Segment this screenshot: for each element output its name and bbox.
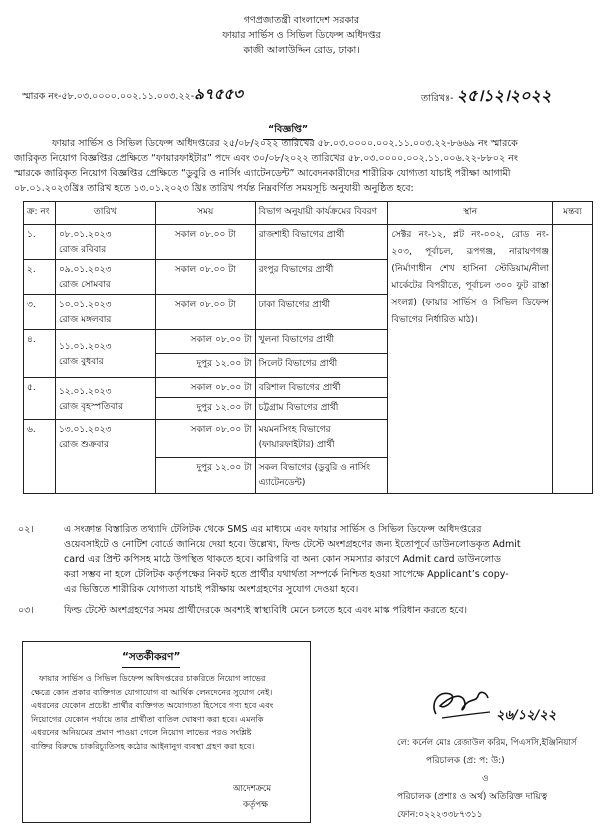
row-time: সকাল ০৮.০০ টা [155,378,255,398]
row-serial: ২. [24,260,56,295]
signatory-name: লে: কর্নেল মোঃ রেজাউল করিম, পিএসসি,ইঞ্জিনিয়ার্স [397,738,577,748]
row-venue: সেক্টর নং-১২, প্লট নং-০০২, রোড নং- ২০৩, পূর্বাচল, রূপগঞ্জ, নারায়ণগঞ্জ (নির্মাণাধীন শেখ হাসিনা স্টেডিয়াম/নীলা মার্কেটের বিপরীতে, পূর্বাচল ৩০০ ফুট রাস্তা সংলগ্ন) (ফায়ার সার্ভিস ও সিভিল ডিফেন্স বিভাগের নির্ধারিত মাঠ)। [388,225,553,494]
signature-scribble [428,684,498,726]
col-header-remarks: মন্তব্য [553,202,593,225]
row-date: ০৯.০১.২০২৩ রোজ সোমবার [55,260,155,295]
intro-paragraph [14,136,599,196]
point-paragraph [64,522,596,597]
row-description: সিলেট বিভাগের প্রার্থী [255,354,388,378]
point-line: এর ভিত্তিতে শারীরিক যোগ্যতা যাচাই পরীক্ষায় অংশগ্রহণের সুযোগ দেওয়া হবে। [64,584,359,595]
row-time: সকাল ০৮.০০ টা [155,225,255,260]
row-serial: ৫. [24,378,56,420]
row-serial: ১. [24,225,56,260]
signatory-and: ও [482,774,489,784]
row-description: ময়মনসিংহ বিভাগের (ফায়ারফাইটার) প্রার্থী [255,420,388,458]
row-date: ১৩.০১.২০২৩ রোজ শুক্রবার [55,420,155,494]
memo-date-label: তারিখঃ- [421,93,454,104]
warning-title: “সতর্কীকরণ” [122,650,180,668]
intro-line: ০৮.০১.২০২৩খ্রিঃ তারিখ হতে ১৩.০১.২০২৩ খ্রিঃ তারিখ পর্যন্ত নিম্নবর্ণিত সময়সূচি অনুযায়ী অনুষ্ঠিত হবে: [14,183,414,194]
notice-title: “বিজ্ঞপ্তি” [263,122,313,140]
warning-line: এধরনের অনিয়মের প্রমাণ পাওয়া গেলে নিয়োগ লাভের পরও সংশ্লিষ্ট [31,727,252,737]
row-date: ১২.০১.২০২৩ রোজ বৃহস্পতিবার [55,378,155,420]
col-header-venue: স্থান [388,202,553,225]
col-header-time: সময় [155,202,255,225]
row-time: সকাল ০৮.০০ টা [155,260,255,295]
warning-line: নিয়োগের যেকোন পর্যায়ে তার প্রার্থীতা বাতিল ঘোষণা করা হবে। এমনকি [31,713,264,724]
memo-handwritten-date: ২৫।১২।২০২২ [456,86,552,105]
warning-line: ফায়ার সার্ভিস ও সিভিল ডিফেন্স অধিদপ্তরের চাকরিতে নিয়োগ লাভের [39,673,266,683]
warning-order: আদেশক্রমে [233,784,272,794]
intro-line: জারিকৃত নিয়োগ বিজ্ঞপ্তির প্রেক্ষিতে “ফায়ারফাইটার” পদে এবং ৩০/০৮/২০২২ তারিখের ৫৮.০৩.০০০০.০০২.১১.০০৬.২২-৮৮০২ নং [14,153,518,164]
row-date: ০৮.০১.২০২৩ রোজ রবিবার [55,225,155,260]
row-description: রংপুর বিভাগের প্রার্থী [255,260,388,295]
row-serial: ৩. [24,295,56,330]
row-description: রাজশাহী বিভাগের প্রার্থী [255,225,388,260]
col-header-date: তারিখ [55,202,155,225]
row-time: সকাল ০৮.০০ টা [155,330,255,354]
row-description: ঢাকা বিভাগের প্রার্থী [255,295,388,330]
point-line: এ সংক্রান্ত বিস্তারিত তথ্যাদি টেলিটক থেকে SMS এর মাধ্যমে এবং ফায়ার সার্ভিস ও সিভিল ডিফেন্স অধিদপ্তরের [64,524,482,535]
header-department: ফায়ার সার্ভিস ও সিভিল ডিফেন্স অধিদপ্তর [222,30,381,41]
intro-line: স্মারকে জারিকৃত নিয়োগ বিজ্ঞপ্তির প্রেক্ষিতে “ডুবুরি ও নার্সিং এ্যাটেনডেন্ট” আবেদনকারীদের শারীরিক যোগ্যতা যাচাই পরীক্ষা আগামী [14,168,511,179]
memo-date [421,83,551,110]
row-description: খুলনা বিভাগের প্রার্থী [255,330,388,354]
point-line: ওয়েবসাইটে ও নোটিশ বোর্ডে জানিয়ে দেয়া হবে। উল্লেখ্য, ফিল্ড টেস্টে অংশগ্রহণের জন্য ইতোপূর্বে ডাউনলোডকৃত Admit [64,539,521,550]
schedule-table [23,201,593,494]
memo-prefix: স্মারক নং-৫৮.০৩.০০০০.০০২.১১.০০৩.২২- [22,91,195,102]
row-description: চট্টগ্রাম বিভাগের প্রার্থী [255,398,388,420]
signatory-designation: পরিচালক (প্র: প: উ:) [426,756,505,766]
warning-box [22,641,311,823]
point-number: ০২। [18,524,34,535]
memo-number [22,83,243,108]
point-number: ০৩। [18,605,34,616]
header-ministry: গণপ্রজাতন্ত্রী বাংলাদেশ সরকার [243,15,360,26]
header-address: কাজী আলাউদ্দিন রোড, ঢাকা। [243,45,360,56]
row-time: দুপুর ১২.০০ টা [155,398,255,420]
table-row [24,225,593,260]
row-time: সকাল ০৮.০০ টা [155,295,255,330]
warning-line: ক্ষেত্রে কোন প্রকার ব্যক্তিগত যোগাযোগ বা আর্থিক লেনদেনের সুযোগ নেই। [31,686,273,697]
row-time: দুপুর ১২.০০ টা [155,354,255,378]
col-header-serial: ক্র: নং [24,202,56,225]
row-description: বরিশাল বিভাগের প্রার্থী [255,378,388,398]
table-header-row [24,202,593,225]
row-remarks [553,225,593,494]
memo-handwritten-number: ৯৭৫৫৩ [194,85,243,103]
warning-line: ব্যক্তির বিরুদ্ধে চাকরিচ্যুতিসহ কঠোর আইনানুগ ব্যবস্থা গ্রহণ করা হবে। [31,740,255,751]
row-date: ১০.০১.২০২৩ রোজ মঙ্গলবার [55,295,155,330]
warning-authority: কর্তৃপক্ষ [243,800,268,810]
intro-line: ফায়ার সার্ভিস ও সিভিল ডিফেন্স অধিদপ্তরের ২৫/০৮/২০২২ তারিখের ৫৮.০৩.০০০০.০০২.১১.০০৩.২২-৮৬৬৯ নং স্মারকে [52,138,518,149]
row-serial: ৬. [24,420,56,494]
point-line: ফিল্ড টেস্টে অংশগ্রহণের সময় প্রার্থীদেরকে অবশ্যই স্বাস্থ্যবিধি মেনে চলতে হবে এবং মাস্ক পরিধান করতে হবে। [64,605,468,616]
row-time: দুপুর ১২.০০ টা [155,458,255,494]
signatory-phone: ফোন:০২২২৩৩৮৭৩১১ [397,810,483,820]
row-time: সকাল ০৮.০০ টা [155,420,255,458]
point-line: card এর প্রিন্ট কপিসহ মাঠে উপস্থিত থাকতে হবে। কারিগরি বা অন্য কোন সমস্যার কারণে Admit card ডাউনলোড [64,554,501,565]
point-paragraph [64,603,596,618]
col-header-description: বিভাগ অনুযায়ী কার্যক্রমের বিবরণ [255,202,388,225]
row-serial: ৪. [24,330,56,378]
point-line: করা সম্ভব না হলে টেলিটক কর্তৃপক্ষের নিকট হতে প্রার্থীর যথার্থতা সম্পর্কে নিশ্চিত হওয়া সাপেক্ষে Applicant’s copy- [64,569,509,580]
signatory-additional: পরিচালক (প্রশাঃ ও অর্থ) অতিরিক্ত দায়িত্ব [397,792,548,802]
row-date: ১১.০১.২০২৩ রোজ বুধবার [55,330,155,378]
row-description: সকল বিভাগের (ডুবুরি ও নার্সিং এ্যাটেনডেন্ট) [255,458,388,494]
warning-line: এধরনের যেকোন প্রচেষ্টা প্রার্থীর ব্যক্তিগত অযোগ্যতা হিসেবে গণ্য হবে এবং [31,700,274,710]
signature-date: ২৬/১২/২২ [496,708,557,723]
warning-text [31,672,303,753]
